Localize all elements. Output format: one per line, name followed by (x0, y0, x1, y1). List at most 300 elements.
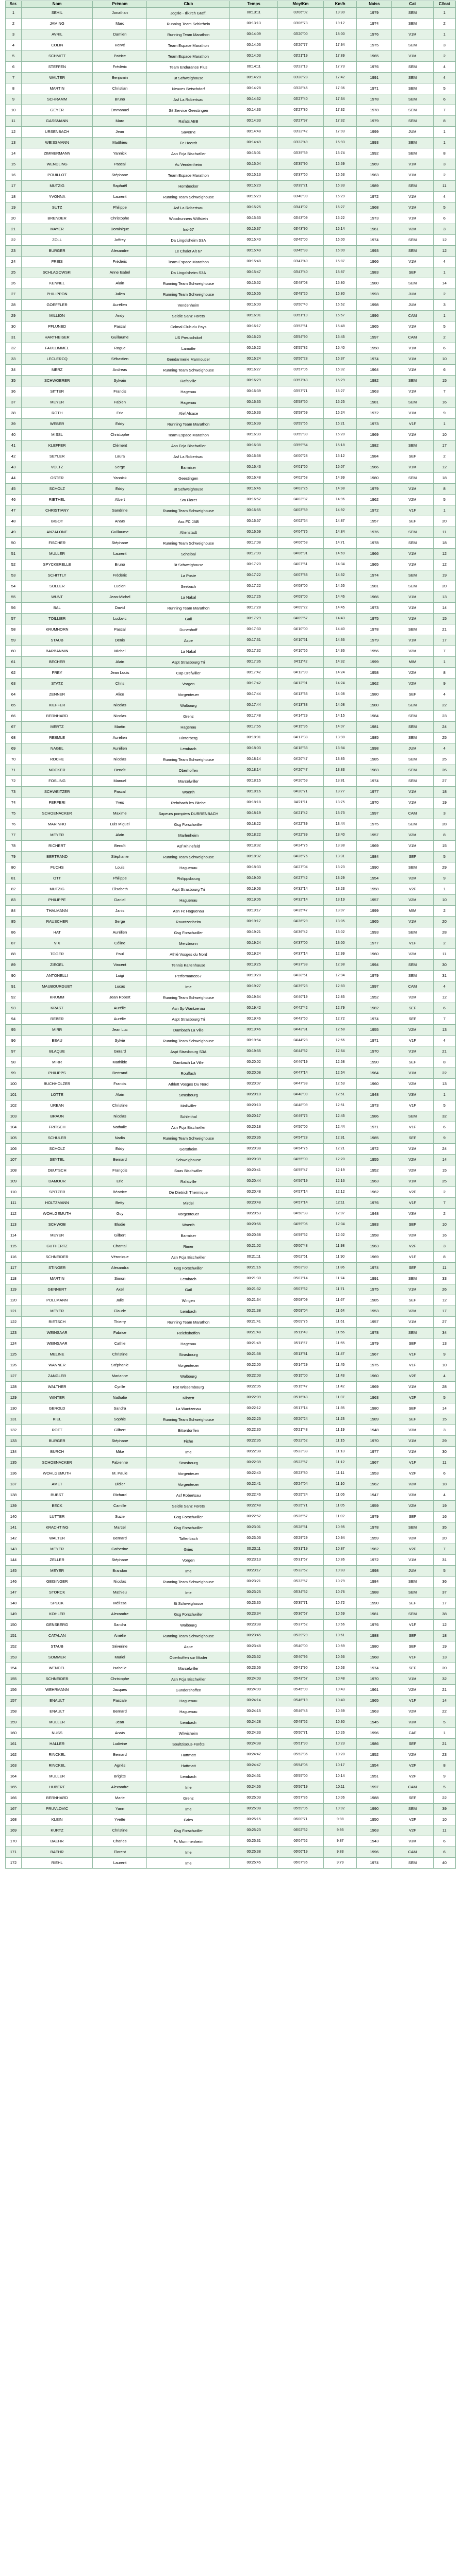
cell-cl-cat: 2 (433, 938, 455, 949)
cell-km-h: 15:29 (323, 376, 356, 386)
cell-cat: V1M (392, 213, 433, 224)
cell-scr: 146 (6, 1577, 22, 1587)
cell-cl-cat: 22 (433, 1068, 455, 1079)
cell-km-h: 12:53 (323, 1079, 356, 1090)
cell-cat: V1M (392, 29, 433, 40)
cell-temps: 00:21:34 (230, 1295, 278, 1306)
cell-club: US Preuschdorf (147, 332, 230, 343)
cell-cat: SEM (392, 1111, 433, 1122)
table-row (6, 1717, 456, 1728)
cell-cl-cat: 21 (433, 624, 455, 635)
cell-km-h: 12:64 (323, 1046, 356, 1057)
cell-nom: ROTH (21, 408, 92, 419)
cell-temps: 00:15:04 (230, 159, 278, 170)
table-row (6, 733, 456, 743)
cell-nom: WOHLGEMUTH (21, 1468, 92, 1479)
cell-scr: 14 (6, 148, 22, 159)
cell-moy-km: 05'59"05 (277, 1804, 323, 1815)
cell-moy-km: 04'20"47 (277, 765, 323, 776)
cell-moy-km: 04'08"00 (277, 581, 323, 592)
cell-temps: 00:22:38 (230, 1447, 278, 1458)
header-cat: Cat (392, 1, 433, 8)
cell-moy-km: 04'18"33 (277, 743, 323, 754)
cell-temps: 00:15:29 (230, 192, 278, 202)
cell-cat: SEM (392, 1804, 433, 1815)
cell-moy-km: 04'09"00 (277, 592, 323, 603)
cell-km-h: 11:13 (323, 1447, 356, 1458)
cell-moy-km: 05'03"80 (277, 1263, 323, 1274)
cell-temps: 00:20:38 (230, 1144, 278, 1155)
cell-prenom: Eddy (93, 484, 147, 495)
cell-club: Running Team Schweighouse (147, 1133, 230, 1144)
cell-cl-cat: 15 (433, 376, 455, 386)
cell-km-h: 17:73 (323, 62, 356, 73)
cell-nom: GEYER (21, 105, 92, 116)
cell-cl-cat: 1 (433, 267, 455, 278)
cell-cat: V3M (392, 1425, 433, 1436)
cell-prenom: Francis (93, 1079, 147, 1090)
cell-moy-km: 05'33"57 (277, 1577, 323, 1587)
cell-naiss: 1981 (357, 722, 392, 733)
cell-cl-cat: 18 (433, 1631, 455, 1641)
cell-moy-km: 03'45"00 (277, 235, 323, 246)
cell-nom: RICHERT (21, 841, 92, 852)
cell-cl-cat: 9 (433, 873, 455, 884)
cell-naiss: 1972 (357, 505, 392, 516)
cell-prenom: Stéphane (93, 1555, 147, 1566)
cell-cl-cat: 20 (433, 917, 455, 927)
cell-scr: 165 (6, 1782, 22, 1793)
cell-km-h: 15:57 (323, 311, 356, 321)
cell-club: Hinterberg (147, 733, 230, 743)
cell-naiss: 1980 (357, 689, 392, 700)
cell-scr: 153 (6, 1652, 22, 1663)
cell-naiss: 1960 (357, 949, 392, 960)
cell-scr: 1 (6, 8, 22, 19)
cell-scr: 104 (6, 1122, 22, 1133)
cell-cl-cat: 2 (433, 19, 455, 29)
table-row (6, 1046, 456, 1057)
cell-nom: STATZ (21, 679, 92, 689)
cell-prenom: Jean Robert (93, 992, 147, 1003)
cell-cl-cat: 9 (433, 1133, 455, 1144)
cell-moy-km: 04'09"22 (277, 603, 323, 614)
cell-naiss: 1982 (357, 1003, 392, 1014)
header-naiss: Naiss (357, 1, 392, 8)
cell-nom: SCHOENACKER (21, 1458, 92, 1468)
cell-temps: 00:18:14 (230, 765, 278, 776)
cell-club: Running Team Schweighouse (147, 852, 230, 862)
cell-club: Schweighouse (147, 1155, 230, 1165)
cell-nom: MARTIN (21, 83, 92, 94)
cell-cat: V1M (392, 1674, 433, 1685)
table-row (6, 808, 456, 819)
cell-moy-km: 05'23"57 (277, 1458, 323, 1468)
cell-naiss: 1978 (357, 94, 392, 105)
cell-km-h: 13:83 (323, 765, 356, 776)
table-row (6, 332, 456, 343)
table-row (6, 906, 456, 917)
cell-temps: 00:19:03 (230, 884, 278, 895)
cell-cl-cat: 13 (433, 1652, 455, 1663)
cell-km-h: 12:44 (323, 1122, 356, 1133)
cell-cl-cat: 10 (433, 1815, 455, 1825)
cell-naiss: 1957 (357, 830, 392, 841)
cell-naiss: 1964 (357, 1068, 392, 1079)
cell-prenom: Pascal (93, 159, 147, 170)
cell-naiss: 1958 (357, 884, 392, 895)
cell-club: Vorgenteuer (147, 1360, 230, 1371)
cell-cl-cat: 14 (433, 1403, 455, 1414)
table-row (6, 689, 456, 700)
cell-scr: 76 (6, 819, 22, 830)
cell-scr: 22 (6, 235, 22, 246)
cell-prenom: Sylvie (93, 1036, 147, 1046)
cell-nom: KOHLER (21, 1609, 92, 1620)
cell-naiss: 1974 (357, 776, 392, 787)
cell-club: Fc Hoerdt (147, 138, 230, 148)
cell-temps: 00:23:45 (230, 1631, 278, 1641)
table-row (6, 1804, 456, 1815)
cell-temps: 00:14:09 (230, 29, 278, 40)
table-row (6, 300, 456, 311)
table-row (6, 1512, 456, 1522)
cell-nom: SUTZ (21, 202, 92, 213)
cell-km-h: 14:99 (323, 473, 356, 484)
table-row (6, 246, 456, 257)
cell-naiss: 1974 (357, 235, 392, 246)
cell-naiss: 1980 (357, 1403, 392, 1414)
cell-scr: 16 (6, 170, 22, 181)
cell-prenom: Cyrille (93, 1382, 147, 1393)
cell-club: Asn Fcja Bischwiller (147, 440, 230, 451)
cell-club: Running Team Schweighouse (147, 505, 230, 516)
cell-cat: V1M (392, 1382, 433, 1393)
cell-naiss: 1968 (357, 1652, 392, 1663)
cell-cl-cat: 2 (433, 289, 455, 300)
cell-scr: 162 (6, 1750, 22, 1760)
cell-prenom: Christophe (93, 213, 147, 224)
cell-scr: 45 (6, 484, 22, 495)
cell-prenom: Michel (93, 646, 147, 657)
cell-cat: V2M (392, 1706, 433, 1717)
cell-nom: OTT (21, 873, 92, 884)
cell-moy-km: 03'27"40 (277, 94, 323, 105)
cell-cat: V2M (392, 1533, 433, 1544)
table-row (6, 116, 456, 127)
cell-prenom: Eddy (93, 1144, 147, 1155)
cell-prenom: Fabien (93, 397, 147, 408)
cell-scr: 18 (6, 192, 22, 202)
cell-nom: TOILLIER (21, 614, 92, 624)
cell-naiss: 1973 (357, 213, 392, 224)
cell-cl-cat: 14 (433, 278, 455, 289)
cell-cat: V1M (392, 614, 433, 624)
cell-club: La Nakal (147, 592, 230, 603)
cell-km-h: 13:19 (323, 895, 356, 906)
cell-km-h: 15:62 (323, 300, 356, 311)
cell-nom: ZIMMERMANN (21, 148, 92, 159)
cell-prenom: Camille (93, 1501, 147, 1512)
cell-prenom: Sophie (93, 1414, 147, 1425)
cell-prenom: Nadia (93, 1133, 147, 1144)
cell-km-h: 12:12 (323, 1187, 356, 1198)
cell-cat: V2M (392, 1230, 433, 1241)
cell-club: La Poste (147, 570, 230, 581)
cell-club: Sapeurs pompiers DURRENBACH (147, 808, 230, 819)
cell-nom: KRUMHORN (21, 624, 92, 635)
cell-moy-km: 04'42"42 (277, 1003, 323, 1014)
cell-km-h: 17:89 (323, 51, 356, 62)
cell-moy-km: 04'32"14 (277, 895, 323, 906)
cell-cl-cat: 2 (433, 906, 455, 917)
cell-club: Haguenau (147, 895, 230, 906)
table-row (6, 1274, 456, 1284)
cell-cl-cat: 15 (433, 1165, 455, 1176)
cell-club: Aspt Strasbourg S3A (147, 1046, 230, 1057)
cell-nom: GEROLD (21, 1403, 92, 1414)
cell-naiss: 1959 (357, 1501, 392, 1512)
cell-nom: WINTER (21, 1393, 92, 1403)
cell-cl-cat: 10 (433, 1360, 455, 1371)
cell-naiss: 1985 (357, 754, 392, 765)
cell-scr: 99 (6, 1068, 22, 1079)
cell-club: De Dietrich Thermique (147, 1187, 230, 1198)
cell-nom: MEYER (21, 1230, 92, 1241)
cell-temps: 00:22:12 (230, 1403, 278, 1414)
cell-scr: 85 (6, 917, 22, 927)
cell-temps: 00:19:21 (230, 927, 278, 938)
cell-prenom: Christine (93, 1100, 147, 1111)
cell-prenom: Pascale (93, 1696, 147, 1706)
cell-cat: SEM (392, 40, 433, 51)
table-row (6, 516, 456, 527)
cell-temps: 00:22:39 (230, 1458, 278, 1468)
cell-nom: KRACHTING (21, 1522, 92, 1533)
cell-moy-km: 04'09"67 (277, 614, 323, 624)
cell-moy-km: 04'36"42 (277, 927, 323, 938)
cell-cl-cat: 8 (433, 148, 455, 159)
cell-naiss: 1961 (357, 224, 392, 235)
cell-naiss: 1996 (357, 311, 392, 321)
table-row (6, 462, 456, 473)
cell-moy-km: 04'56"19 (277, 1176, 323, 1187)
cell-moy-km: 04'06"58 (277, 538, 323, 549)
cell-naiss: 1962 (357, 1479, 392, 1490)
cell-cl-cat: 6 (433, 1847, 455, 1858)
cell-scr: 98 (6, 1057, 22, 1068)
cell-cat: V2M (392, 1306, 433, 1317)
cell-prenom: Bruno (93, 560, 147, 570)
cell-cat: SEF (392, 1338, 433, 1349)
cell-club: Gendarmerie Marmoutier (147, 354, 230, 365)
cell-naiss: 1974 (357, 1014, 392, 1025)
cell-nom: BAEHR (21, 1836, 92, 1847)
cell-moy-km: 04'57"14 (277, 1187, 323, 1198)
cell-naiss: 1994 (357, 960, 392, 971)
cell-moy-km: 03'32"49 (277, 138, 323, 148)
cell-cl-cat: 11 (433, 1263, 455, 1274)
cell-moy-km: 04'17"38 (277, 733, 323, 743)
cell-nom: KLEIN (21, 1815, 92, 1825)
cell-club: Grenz (147, 711, 230, 722)
cell-naiss: 1969 (357, 430, 392, 440)
cell-scr: 25 (6, 267, 22, 278)
cell-naiss: 1978 (357, 538, 392, 549)
cell-km-h: 14:69 (323, 549, 356, 560)
cell-cat: V1M (392, 917, 433, 927)
cell-cl-cat: 16 (433, 397, 455, 408)
cell-naiss: 1974 (357, 354, 392, 365)
cell-km-h: 10:06 (323, 1793, 356, 1804)
cell-moy-km: 03'39"21 (277, 181, 323, 192)
cell-cat: SEF (392, 1739, 433, 1750)
cell-scr: 109 (6, 1176, 22, 1187)
cell-naiss: 1966 (357, 549, 392, 560)
cell-club: Rimer (147, 1241, 230, 1252)
cell-club: Asf Robertsau (147, 1490, 230, 1501)
cell-cl-cat: 23 (433, 1750, 455, 1760)
table-row (6, 971, 456, 981)
cell-temps: 00:21:41 (230, 1317, 278, 1328)
cell-scr: 20 (6, 213, 22, 224)
cell-cl-cat: 15 (433, 841, 455, 852)
cell-moy-km: 03'20"77 (277, 40, 323, 51)
cell-prenom: Ludovic (93, 614, 147, 624)
cell-club: Gerstheim (147, 1144, 230, 1155)
cell-naiss: 1965 (357, 917, 392, 927)
cell-km-h: 12:07 (323, 1209, 356, 1219)
cell-temps: 00:24:28 (230, 1717, 278, 1728)
cell-scr: 132 (6, 1425, 22, 1436)
cell-km-h: 12:16 (323, 1176, 356, 1187)
cell-club: Strasbourg (147, 1458, 230, 1468)
cell-scr: 143 (6, 1544, 22, 1555)
cell-cl-cat: 16 (433, 1230, 455, 1241)
cell-moy-km: 03'35"39 (277, 148, 323, 159)
table-row (6, 1825, 456, 1836)
cell-nom: LOTTE (21, 1090, 92, 1100)
cell-scr: 108 (6, 1165, 22, 1176)
cell-temps: 00:18:32 (230, 841, 278, 852)
cell-cat: V1M (392, 1284, 433, 1295)
cell-prenom: Eddy (93, 419, 147, 430)
cell-km-h: 12:99 (323, 949, 356, 960)
cell-temps: 00:19:06 (230, 895, 278, 906)
table-row (6, 495, 456, 505)
cell-km-h: 15:40 (323, 343, 356, 354)
cell-moy-km: 04'32"14 (277, 884, 323, 895)
cell-scr: 33 (6, 354, 22, 365)
cell-cat: SEM (392, 765, 433, 776)
cell-cat: V2M (392, 992, 433, 1003)
cell-cat: V1M (392, 430, 433, 440)
cell-moy-km: 03'35"90 (277, 159, 323, 170)
cell-cat: V2F (392, 1241, 433, 1252)
cell-club: Running Team Schweighouse (147, 278, 230, 289)
cell-club: Seebach (147, 581, 230, 592)
cell-scr: 13 (6, 138, 22, 148)
cell-moy-km: 03'58"50 (277, 397, 323, 408)
cell-nom: SCHMITT (21, 51, 92, 62)
cell-moy-km: 03'48"08 (277, 278, 323, 289)
cell-km-h: 11:56 (323, 1328, 356, 1338)
cell-prenom: Charles (93, 1836, 147, 1847)
cell-club: Rot Wissembourg (147, 1382, 230, 1393)
cell-temps: 00:18:16 (230, 787, 278, 798)
cell-moy-km: 06'07"86 (277, 1858, 323, 1869)
cell-naiss: 1966 (357, 592, 392, 603)
cell-naiss: 1985 (357, 1295, 392, 1306)
cell-moy-km: 03'21"19 (277, 51, 323, 62)
cell-cat: CAM (392, 808, 433, 819)
cell-club: Woerth (147, 1219, 230, 1230)
cell-cat: SEM (392, 1609, 433, 1620)
cell-km-h: 17:32 (323, 116, 356, 127)
cell-club: Athlett Vosges Du Nord (147, 1079, 230, 1090)
cell-naiss: 1976 (357, 29, 392, 40)
cell-nom: MUTZIG (21, 884, 92, 895)
cell-nom: STEFFEN (21, 62, 92, 73)
cell-scr: 112 (6, 1209, 22, 1219)
cell-km-h: 14:24 (323, 679, 356, 689)
cell-scr: 130 (6, 1403, 22, 1414)
cell-scr: 71 (6, 765, 22, 776)
cell-prenom: Stéphanie (93, 852, 147, 862)
cell-club: Bt Schweighouse (147, 484, 230, 495)
cell-club: Running Team Marathon (147, 419, 230, 430)
cell-km-h: 11:05 (323, 1501, 356, 1512)
cell-cl-cat: 6 (433, 365, 455, 376)
cell-cl-cat: 23 (433, 711, 455, 722)
cell-club: Merzbronn (147, 938, 230, 949)
cell-cl-cat: 20 (433, 1533, 455, 1544)
table-row (6, 917, 456, 927)
table-row (6, 1090, 456, 1100)
cell-cl-cat: 1 (433, 419, 455, 430)
cell-moy-km: 05'35"71 (277, 1598, 323, 1609)
cell-club: Philippsbourg (147, 873, 230, 884)
cell-temps: 00:16:33 (230, 408, 278, 419)
cell-temps: 00:20:36 (230, 1133, 278, 1144)
cell-naiss: 1984 (357, 852, 392, 862)
cell-temps: 00:14:03 (230, 40, 278, 51)
cell-club: Asn Fcja Bischwiller (147, 1252, 230, 1263)
cell-prenom: Laura (93, 451, 147, 462)
cell-cat: V2M (392, 1025, 433, 1036)
cell-club: Gail (147, 1284, 230, 1295)
cell-club: Bt Schweighouse (147, 73, 230, 83)
cell-club: Le Chalet Alt 67 (147, 246, 230, 257)
cell-cl-cat: 4 (433, 1371, 455, 1382)
cell-club: Asf La Robertsau (147, 202, 230, 213)
cell-naiss: 1966 (357, 257, 392, 267)
table-row (6, 1219, 456, 1230)
cell-club: Asn Fcja Bischwiller (147, 148, 230, 159)
cell-club: Sm Fioret (147, 495, 230, 505)
cell-temps: 00:14:33 (230, 105, 278, 116)
cell-km-h: 18:00 (323, 29, 356, 40)
cell-prenom: Bernard (93, 1706, 147, 1717)
table-row (6, 1663, 456, 1674)
cell-km-h: 13:81 (323, 776, 356, 787)
cell-scr: 118 (6, 1274, 22, 1284)
table-row (6, 1338, 456, 1349)
cell-cat: SEM (392, 570, 433, 581)
cell-temps: 00:15:20 (230, 181, 278, 192)
cell-cl-cat: 4 (433, 689, 455, 700)
cell-temps: 00:16:39 (230, 386, 278, 397)
